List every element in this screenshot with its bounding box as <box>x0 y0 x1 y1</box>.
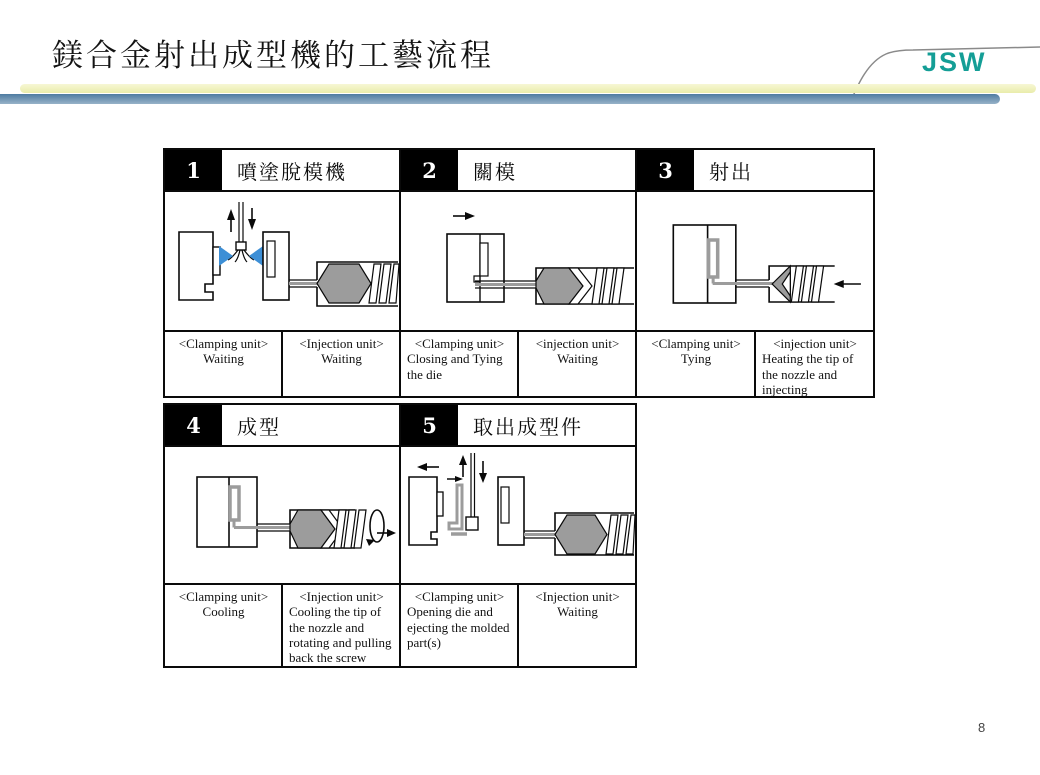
page-number: 8 <box>978 720 986 735</box>
step-number: 1 <box>165 150 222 190</box>
caption-injection-unit: <Injection unit> Waiting <box>517 585 635 666</box>
process-panel-2 <box>399 148 637 398</box>
jsw-logo: JSW <box>922 47 987 77</box>
step-number: 4 <box>165 405 222 445</box>
caption-injection-unit: <injection unit> Heating the tip of the nozzle and injecting <box>754 332 873 396</box>
step-number: 2 <box>401 150 458 190</box>
panel-5-captions <box>401 585 635 666</box>
diagram-spray-release-agent <box>165 190 399 332</box>
diagram-ejecting-part <box>401 445 635 585</box>
process-panel-4 <box>163 403 401 668</box>
panel-4-captions <box>165 585 399 666</box>
caption-clamping-unit: <Clamping unit> Closing and Tying the die <box>407 336 505 382</box>
caption-injection-unit: <Injection unit> Cooling the tip of the nozzle and rotating and pulling back the screw <box>281 585 399 666</box>
caption-clamping-unit: <Clamping unit> Waiting <box>178 336 269 367</box>
step-number: 5 <box>401 405 458 445</box>
panel-2-header <box>401 150 635 190</box>
step-number: 3 <box>637 150 694 190</box>
process-panel-1 <box>163 148 401 398</box>
caption-clamping-unit: <Clamping unit> Opening die and ejecting the molded part(s) <box>407 589 510 650</box>
caption-clamping-unit: <Clamping unit> Cooling <box>178 589 269 620</box>
diagram-injection <box>637 190 873 332</box>
page-title: 鎂合金射出成型機的工藝流程 <box>52 38 494 74</box>
step-title: 成型 <box>237 414 281 439</box>
process-panel-3 <box>635 148 875 398</box>
panel-4-header <box>165 405 399 445</box>
caption-clamping-unit: <Clamping unit> Tying <box>651 336 741 367</box>
panel-5-header <box>401 405 635 445</box>
panel-3-header <box>637 150 873 190</box>
step-title: 關模 <box>473 159 517 184</box>
panel-1-captions <box>165 332 399 396</box>
step-title: 射出 <box>709 159 753 184</box>
panel-2-captions <box>401 332 635 396</box>
header-bar-blue <box>0 94 1000 104</box>
diagram-closing-die <box>401 190 635 332</box>
process-panel-5 <box>399 403 637 668</box>
diagram-molding-cooling <box>165 445 399 585</box>
header-bar-yellow <box>20 84 1036 93</box>
panel-1-header <box>165 150 399 190</box>
caption-injection-unit: <Injection unit> Waiting <box>281 332 399 396</box>
caption-injection-unit: <injection unit> Waiting <box>517 332 635 396</box>
panel-3-captions <box>637 332 873 396</box>
step-title: 取出成型件 <box>473 414 583 439</box>
step-title: 噴塗脫模機 <box>237 159 347 184</box>
